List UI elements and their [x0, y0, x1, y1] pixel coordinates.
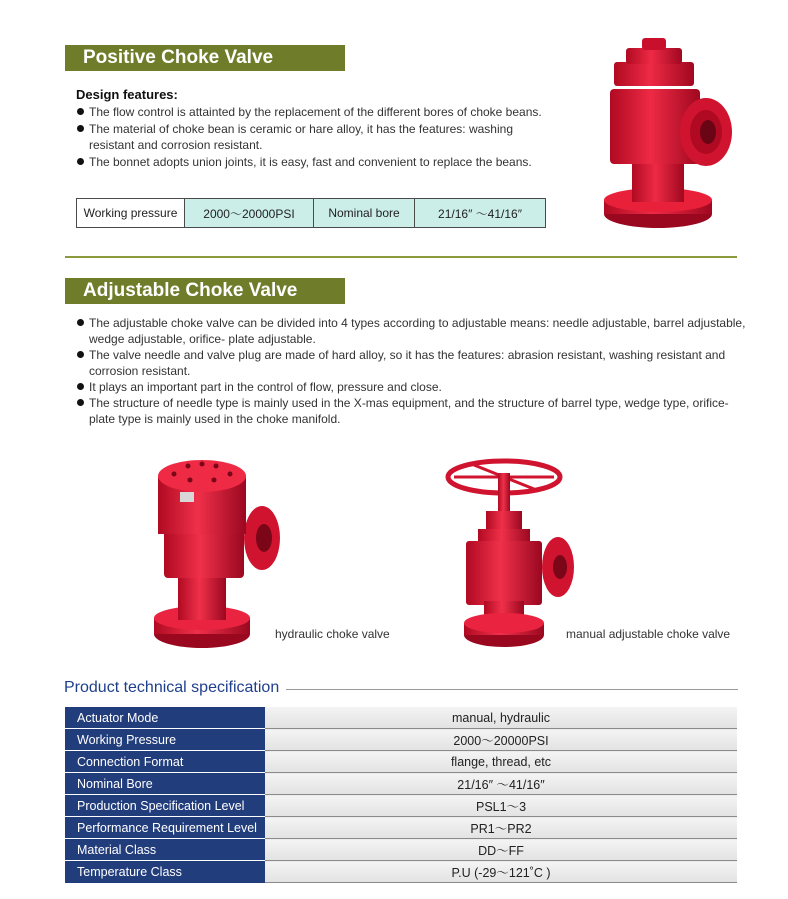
- spec-key: Working Pressure: [65, 729, 265, 751]
- spec-key: Actuator Mode: [65, 707, 265, 729]
- nominal-bore-value: 21/16″ ～41/16″: [415, 199, 546, 228]
- spec-value: 2000～20000PSI: [265, 729, 737, 751]
- working-pressure-label: Working pressure: [77, 199, 185, 228]
- spec-value: manual, hydraulic: [265, 707, 737, 729]
- nominal-bore-label: Nominal bore: [314, 199, 415, 228]
- manual-choke-valve-image: [440, 455, 580, 650]
- positive-feature-item: The bonnet adopts union joints, it is easy, fast and convenient to replace the beans.: [76, 154, 556, 170]
- positive-feature-list: [76, 104, 556, 171]
- spec-value: flange, thread, etc: [265, 751, 737, 773]
- spec-key: Temperature Class: [65, 861, 265, 883]
- table-row: [65, 773, 737, 795]
- positive-feature-item: The material of choke bean is ceramic or hare alloy, it has the features: washing resistant and corrosion resistant.: [76, 121, 556, 153]
- spec-value: 21/16″ ～41/16″: [265, 773, 737, 795]
- table-row: [65, 817, 737, 839]
- positive-feature-item: The flow control is attainted by the replacement of the different bores of choke beans.: [76, 104, 556, 120]
- positive-spec-table: [76, 198, 546, 228]
- spec-table-title: Product technical specification: [64, 679, 280, 696]
- adjustable-choke-title: Adjustable Choke Valve: [65, 278, 345, 304]
- hydraulic-caption: hydraulic choke valve: [275, 627, 390, 641]
- design-features-heading: Design features:: [76, 87, 178, 102]
- table-row: [65, 751, 737, 773]
- spec-key: Performance Requirement Level: [65, 817, 265, 839]
- spec-key: Connection Format: [65, 751, 265, 773]
- spec-key: Nominal Bore: [65, 773, 265, 795]
- product-spec-table: [65, 707, 737, 883]
- spec-value: P.U (-29～121˚C ): [265, 861, 737, 883]
- spec-key: Material Class: [65, 839, 265, 861]
- adjustable-feature-list: [76, 315, 746, 427]
- spec-value: PSL1～3: [265, 795, 737, 817]
- table-row: [65, 795, 737, 817]
- section-divider: [65, 256, 737, 258]
- spec-value: PR1～PR2: [265, 817, 737, 839]
- adjustable-feature-item: The adjustable choke valve can be divided into 4 types according to adjustable means: needle adjustable, barrel adjustable, wedge adjustable, orifice- plate adjustable.: [76, 315, 746, 347]
- table-row: [65, 839, 737, 861]
- positive-choke-valve-image: [598, 34, 738, 234]
- hydraulic-choke-valve-image: [150, 452, 280, 652]
- working-pressure-value: 2000～20000PSI: [185, 199, 314, 228]
- spec-key: Production Specification Level: [65, 795, 265, 817]
- manual-caption: manual adjustable choke valve: [566, 627, 731, 641]
- table-row: [65, 729, 737, 751]
- spec-title-rule: [286, 689, 738, 690]
- adjustable-feature-item: The valve needle and valve plug are made of hard alloy, so it has the features: abrasion resistant, washing resistant and corrosion resistant.: [76, 347, 746, 379]
- table-row: [65, 707, 737, 729]
- spec-value: DD～FF: [265, 839, 737, 861]
- adjustable-feature-item: It plays an important part in the control of flow, pressure and close.: [76, 379, 746, 395]
- positive-choke-title: Positive Choke Valve: [65, 45, 345, 71]
- adjustable-feature-item: The structure of needle type is mainly used in the X-mas equipment, and the structure of barrel type, wedge type, orifice-plate type is mainly used in the choke manifold.: [76, 395, 746, 427]
- table-row: [65, 861, 737, 883]
